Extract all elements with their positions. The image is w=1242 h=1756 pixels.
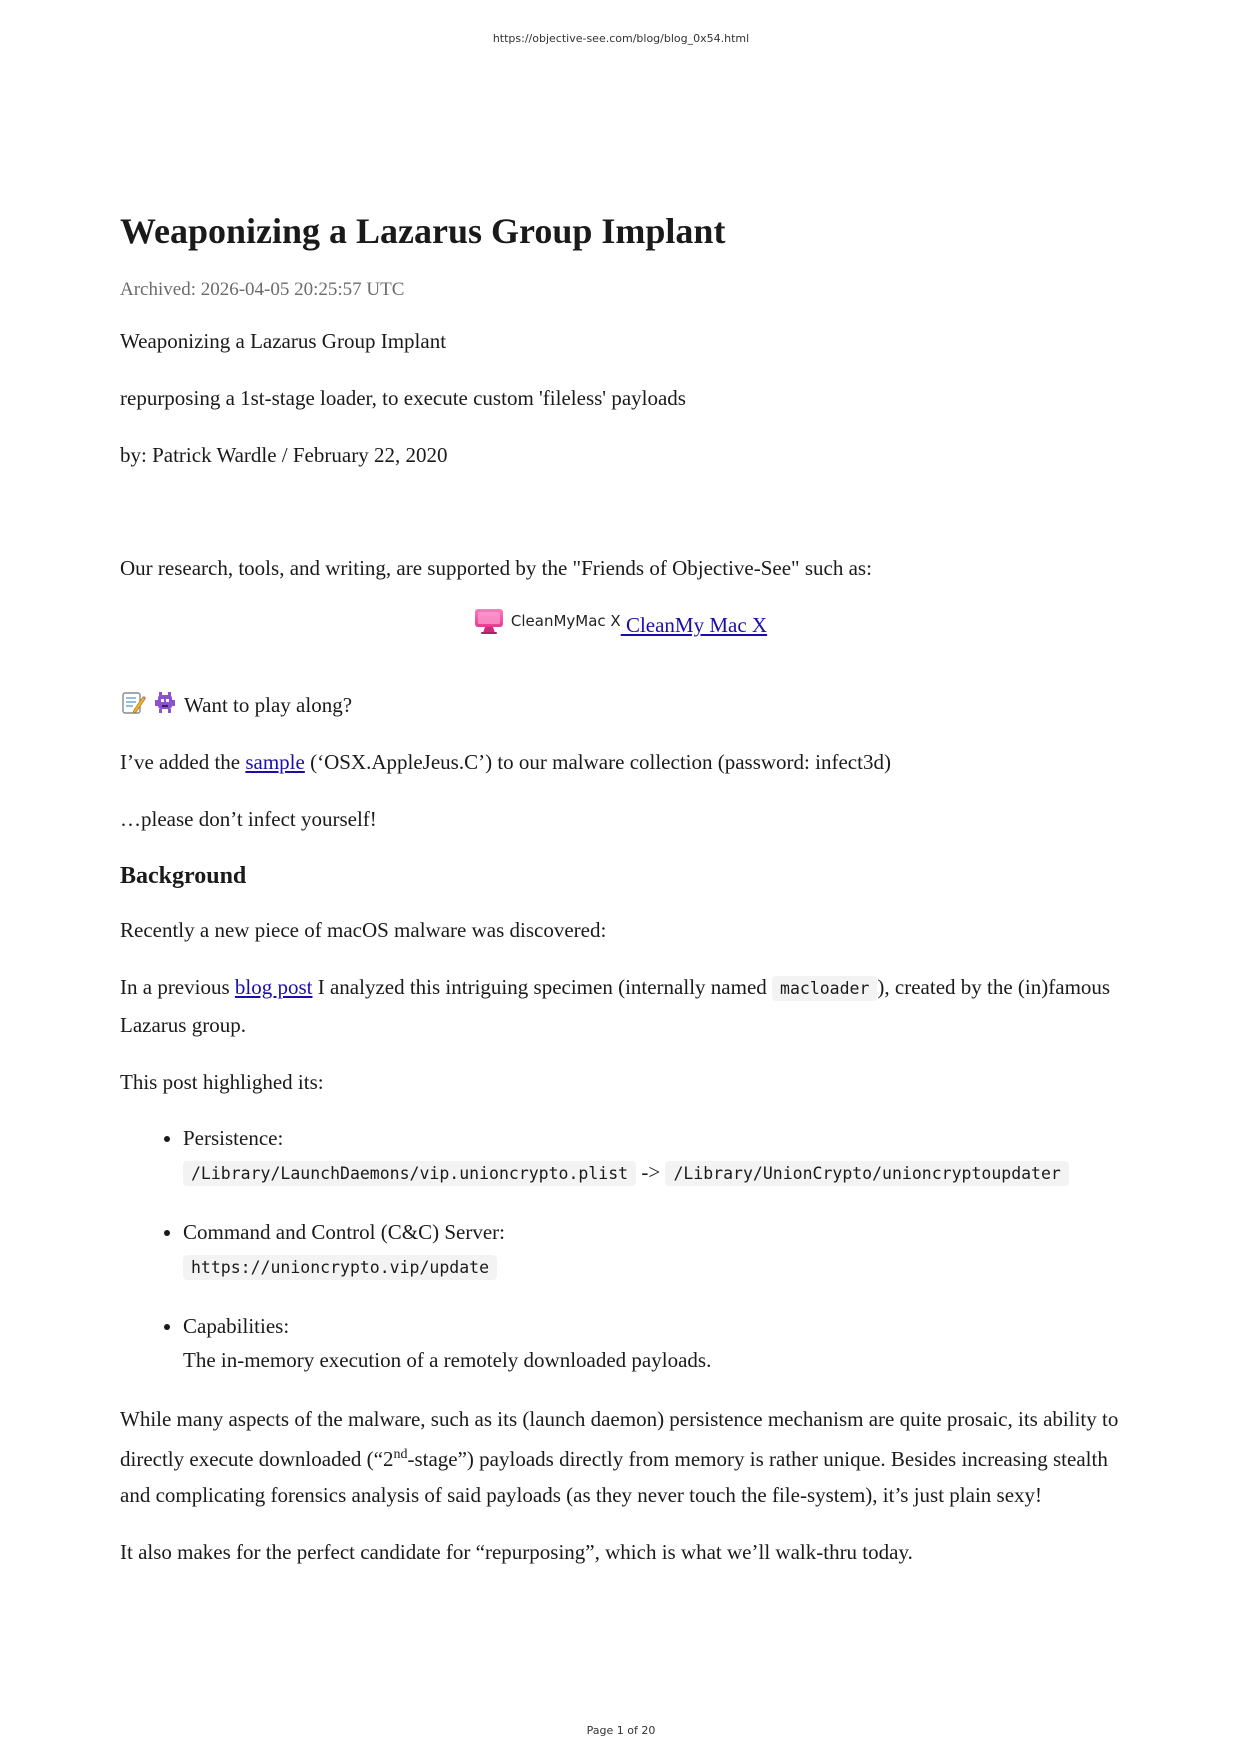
highlight-intro: This post highlighed its: — [120, 1070, 324, 1095]
support-text: Our research, tools, and writing, are supported by the "Friends of Objective-See" such as: — [120, 556, 872, 581]
list-item-c2 — [183, 1215, 1120, 1285]
play-along-text: Want to play along? — [184, 693, 353, 718]
analysis-paragraph — [120, 1401, 1120, 1513]
c2-url-code: https://unioncrypto.vip/update — [183, 1255, 497, 1280]
persistence-binary-code: /Library/UnionCrypto/unioncryptoupdater — [665, 1161, 1068, 1186]
sponsor-link[interactable]: CleanMy Mac X — [620, 613, 768, 638]
archived-timestamp: Archived: 2026-04-05 20:25:57 UTC — [120, 279, 405, 301]
background-heading: Background — [120, 863, 247, 890]
warning-text: …please don’t infect yourself! — [120, 807, 377, 832]
sponsor-logo-text: CleanMyMac X — [510, 612, 621, 631]
previous-post-paragraph — [120, 969, 1120, 1043]
blog-post-link[interactable]: blog post — [234, 975, 313, 1000]
highlights-list — [120, 1121, 1120, 1377]
intro-text: Recently a new piece of macOS malware was discovered: — [120, 918, 607, 943]
sample-pre: I’ve added the — [120, 750, 246, 775]
cleanmymac-logo-icon — [473, 607, 505, 635]
prev-pre: In a previous — [120, 975, 235, 1000]
play-along — [120, 687, 1120, 723]
sample-paragraph — [120, 744, 1120, 780]
capabilities-label: Capabilities: — [183, 1314, 290, 1339]
alien-monster-icon — [152, 690, 178, 716]
sponsor-logo[interactable] — [473, 603, 621, 639]
capabilities-text: The in-memory execution of a remotely downloaded payloads. — [183, 1348, 712, 1373]
para-pre: While many aspects of the malware, such as its (launch daemon) persistence mechanism are quite prosaic, its ability to directly execute downloaded (“2 — [120, 1407, 1119, 1472]
memo-icon — [120, 690, 146, 716]
prev-post: ), created by the (in)famous Lazarus group. — [120, 975, 1111, 1038]
page-url: https://objective-see.com/blog/blog_0x54.html — [492, 32, 750, 45]
sample-post: (‘OSX.AppleJeus.C’) to our malware collection (password: infect3d) — [304, 750, 891, 775]
persistence-arrow: -> — [636, 1160, 666, 1185]
page-title: Weaponizing a Lazarus Group Implant — [120, 211, 726, 251]
page-indicator: Page 1 of 20 — [586, 1724, 656, 1737]
persistence-label: Persistence: — [183, 1126, 284, 1151]
list-item-persistence — [183, 1121, 1120, 1191]
list-item-capabilities — [183, 1309, 1120, 1377]
article-subtitle-title: Weaponizing a Lazarus Group Implant — [120, 329, 447, 354]
sponsor — [120, 607, 1120, 643]
closing-paragraph: It also makes for the perfect candidate for “repurposing”, which is what we’ll walk-thru today. — [120, 1540, 913, 1565]
article-byline: by: Patrick Wardle / February 22, 2020 — [120, 443, 448, 468]
para-post: -stage”) payloads directly from memory is rather unique. Besides increasing stealth and complicating forensics analysis of said payloads (as they never touch the file-system), it’s just plain sexy! — [120, 1447, 1108, 1508]
prev-mid: I analyzed this intriguing specimen (internally named — [312, 975, 773, 1000]
article-tagline: repurposing a 1st-stage loader, to execute custom 'fileless' payloads — [120, 386, 686, 411]
macloader-code: macloader — [772, 976, 877, 1001]
article — [120, 210, 1120, 1591]
c2-label: Command and Control (C&C) Server: — [183, 1220, 505, 1245]
persistence-plist-code: /Library/LaunchDaemons/vip.unioncrypto.plist — [183, 1161, 636, 1186]
sample-link[interactable]: sample — [245, 750, 305, 775]
para-superscript: nd — [393, 1447, 408, 1463]
